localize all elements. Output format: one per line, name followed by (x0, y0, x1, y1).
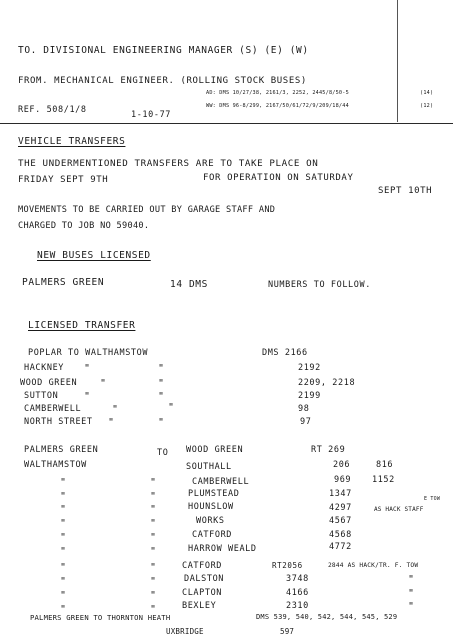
rt-row-3-col2: " (150, 477, 157, 488)
licensed-transfer-heading: LICENSED TRANSFER (28, 320, 136, 331)
lt-row-6-ditto-2: " (158, 417, 165, 428)
lt-row-4-ditto: " (84, 391, 91, 402)
lt-row-1-from: POPLAR TO WALTHAMSTOW (28, 348, 149, 358)
rt-row-4-col4: 1347 (329, 489, 352, 499)
final-transfer-numbers: DMS 539, 540, 542, 544, 545, 529 (256, 613, 398, 621)
rt-row-9-col4: RT2056 (272, 561, 303, 570)
rt-row-9-col3: CATFORD (182, 561, 223, 571)
rt-row-10-col5: " (408, 574, 415, 585)
rt-row-2-col3: SOUTHALL (186, 462, 232, 472)
transfer-line-5: CHARGED TO JOB NO 59040. (18, 221, 150, 231)
lt-row-5-ditto-2: " (168, 402, 175, 413)
reference-number: REF. 508/1/8 (18, 105, 87, 115)
margin-line (397, 0, 398, 122)
rt-row-11-col2: " (150, 590, 157, 601)
rt-row-10-col1: " (60, 576, 67, 587)
rt-row-3-col3: CAMBERWELL (192, 477, 250, 487)
rt-row-5-col2: " (150, 504, 157, 515)
lt-row-6-numbers: 97 (300, 417, 312, 427)
rt-row-2-col1: WALTHAMSTOW (24, 460, 87, 470)
rt-row-12-col2: " (150, 604, 157, 615)
rt-row-6-col3: WORKS (196, 516, 225, 526)
training-note: E TOW (424, 496, 441, 502)
lt-row-2-ditto: " (84, 363, 91, 374)
final-transfer-line: PALMERS GREEN TO THORNTON HEATH (30, 613, 171, 622)
rt-row-4-col3: PLUMSTEAD (188, 489, 240, 499)
lt-row-3-ditto: " (100, 378, 107, 389)
lt-row-6-ditto: " (108, 417, 115, 428)
rt-row-8-col3: HARROW WEALD (188, 544, 257, 554)
rt-row-12-col5: " (408, 601, 415, 612)
lt-row-3-ditto-2: " (158, 378, 165, 389)
rt-row-3-col1: " (60, 477, 67, 488)
lt-row-5-numbers: 98 (298, 404, 310, 414)
rt-row-11-col1: " (60, 590, 67, 601)
rt-row-7-col2: " (150, 532, 157, 543)
transfer-line-4: MOVEMENTS TO BE CARRIED OUT BY GARAGE STAFF AND (18, 205, 276, 215)
ad-reference: AD: DMS 10/27/38, 2161/3, 2252, 2445/8/50-5 (206, 90, 349, 96)
rt-row-2-col4: 206 (333, 460, 351, 470)
lt-row-1-numbers: DMS 2166 (262, 348, 308, 358)
lt-row-2-ditto-2: " (158, 363, 165, 374)
rt-row-7-col4: 4568 (329, 530, 352, 540)
rt-row-6-col2: " (150, 518, 157, 529)
new-buses-count: 14 DMS (170, 279, 208, 290)
rt-row-10-col3: DALSTON (184, 574, 225, 584)
ww-count: (12) (420, 103, 434, 109)
rt-row-8-col1: " (60, 546, 67, 557)
rt-row-5-col4: 4297 (329, 503, 352, 513)
rt-row-11-col4: 4166 (286, 588, 309, 598)
vehicle-transfers-heading: VEHICLE TRANSFERS (18, 136, 126, 147)
new-buses-note: NUMBERS TO FOLLOW. (268, 280, 371, 290)
rt-row-7-col1: " (60, 532, 67, 543)
document-date: 1-10-77 (131, 110, 172, 120)
lt-row-2-from: HACKNEY (24, 363, 65, 373)
rt-row-7-col3: CATFORD (192, 530, 233, 540)
rt-row-9-col5: 2844 AS HACK/TR. F. TOW (328, 562, 419, 569)
rt-row-5-col5: AS HACK STAFF (374, 506, 424, 513)
rt-row-12-col3: BEXLEY (182, 601, 217, 611)
rt-row-10-col2: " (150, 576, 157, 587)
new-buses-garage: PALMERS GREEN (22, 277, 105, 288)
lt-row-3-from: WOOD GREEN (20, 378, 78, 388)
rt-row-10-col4: 3748 (286, 574, 309, 584)
header-rule (0, 123, 453, 124)
rt-row-8-col2: " (150, 546, 157, 557)
new-buses-heading: NEW BUSES LICENSED (37, 250, 151, 261)
rt-row-2-col5: 816 (376, 460, 394, 470)
transfer-line-2b: FOR OPERATION ON SATURDAY (203, 173, 354, 183)
rt-row-3-col4: 969 (334, 475, 352, 485)
rt-row-6-col1: " (60, 518, 67, 529)
rt-row-1-col4: RT 269 (311, 445, 346, 455)
ad-count: (14) (420, 90, 434, 96)
transfer-line-2a: FRIDAY SEPT 9TH (18, 175, 109, 185)
lt-row-3-numbers: 2209, 2218 (298, 378, 356, 388)
lt-row-4-ditto-2: " (158, 391, 165, 402)
rt-row-5-col1: " (60, 504, 67, 515)
rt-row-9-col2: " (150, 562, 157, 573)
rt-row-5-col3: HOUNSLOW (188, 502, 234, 512)
rt-row-8-col4: 4772 (329, 542, 352, 552)
rt-row-11-col3: CLAPTON (182, 588, 223, 598)
transfer-line-3: SEPT 10TH (378, 186, 433, 196)
lt-row-2-numbers: 2192 (298, 363, 321, 373)
rt-row-12-col4: 2310 (286, 601, 309, 611)
ww-reference: WW: DMS 96-8/299, 2167/50/61/72/9/209/18/44 (206, 103, 349, 109)
final-transfer-numbers-2: 597 (280, 627, 295, 636)
rt-row-4-col1: " (60, 491, 67, 502)
rt-row-1-col2: TO (157, 448, 169, 458)
final-transfer-line-2: UXBRIDGE (166, 627, 204, 636)
rt-row-6-col4: 4567 (329, 516, 352, 526)
rt-row-1-col1: PALMERS GREEN (24, 445, 99, 455)
rt-row-9-col1: " (60, 562, 67, 573)
lt-row-4-from: SUTTON (24, 391, 59, 401)
lt-row-4-numbers: 2199 (298, 391, 321, 401)
lt-row-5-from: CAMBERWELL (24, 404, 82, 414)
from-line: FROM. MECHANICAL ENGINEER. (ROLLING STOCK BUSES) (18, 76, 307, 86)
transfer-line-1: THE UNDERMENTIONED TRANSFERS ARE TO TAKE PLACE ON (18, 158, 319, 169)
rt-row-1-col3: WOOD GREEN (186, 445, 244, 455)
rt-row-3-col5: 1152 (372, 475, 395, 485)
rt-row-11-col5: " (408, 588, 415, 599)
rt-row-12-col1: " (60, 604, 67, 615)
lt-row-5-ditto: " (112, 404, 119, 415)
to-line: TO. DIVISIONAL ENGINEERING MANAGER (S) (E) (W) (18, 45, 309, 56)
rt-row-4-col2: " (150, 491, 157, 502)
lt-row-6-from: NORTH STREET (24, 417, 93, 427)
